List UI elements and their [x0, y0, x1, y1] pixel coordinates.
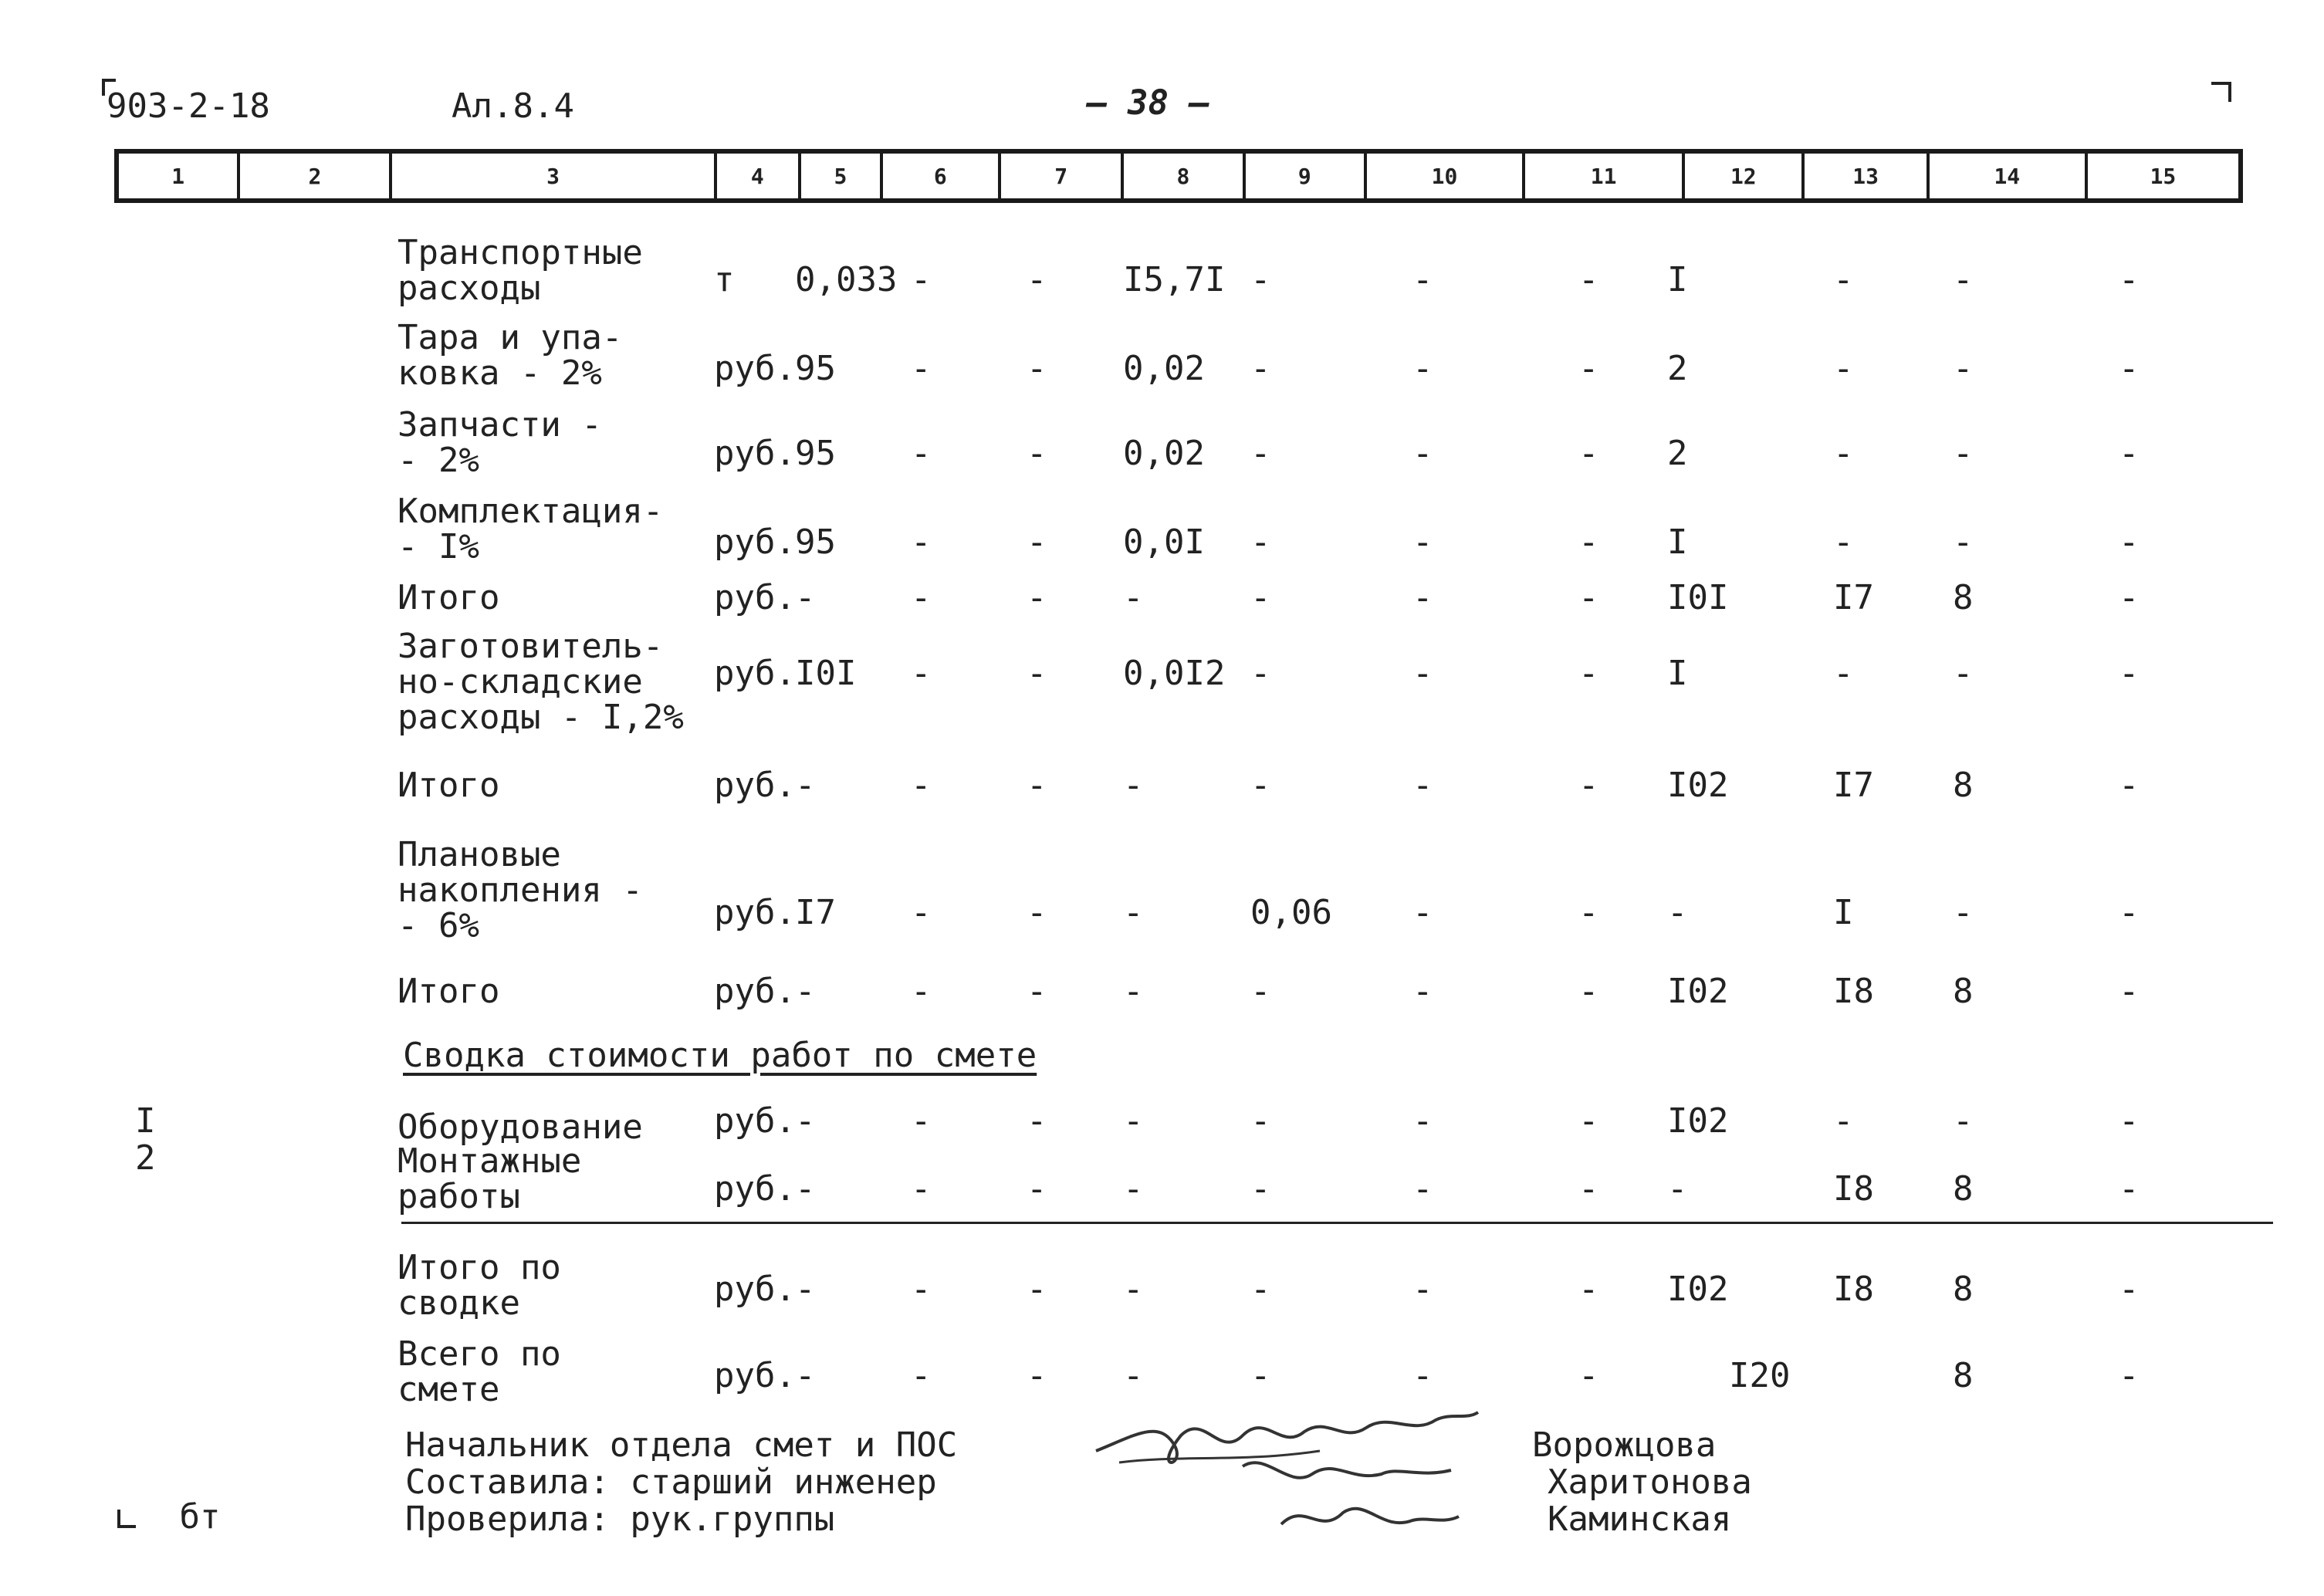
unit-cell: руб.: [714, 1356, 796, 1395]
value-cell-c13: I: [1833, 893, 1854, 932]
value-cell-c14: -: [1953, 260, 1974, 299]
unit-cell: руб.: [714, 1270, 796, 1309]
value-cell-c10: -: [1412, 434, 1433, 473]
value-cell-c10: -: [1412, 1169, 1433, 1209]
value-cell-c14: -: [1953, 434, 1974, 473]
value-cell-c15: -: [2119, 1270, 2140, 1309]
value-cell-c14: -: [1953, 893, 1974, 932]
value-cell-c11: -: [1578, 522, 1599, 562]
value-cell-c9: -: [1250, 766, 1271, 805]
value-cell-c5: I7: [795, 893, 836, 932]
value-cell-c5: -: [795, 1169, 816, 1209]
value-cell-c6: -: [911, 1169, 932, 1209]
unit-cell: руб.: [714, 654, 796, 693]
handwritten-signatures: [1088, 1389, 1490, 1544]
value-cell-c6: -: [911, 766, 932, 805]
value-cell-c11: -: [1578, 349, 1599, 388]
signature-line-3: Проверила: рук.группы: [405, 1500, 835, 1539]
value-cell-c14: 8: [1953, 1356, 1974, 1395]
value-cell-c12: I: [1667, 654, 1688, 693]
col-num: 15: [2150, 163, 2177, 189]
summary-divider: [401, 1222, 2273, 1224]
col-num: 7: [1001, 154, 1124, 198]
value-cell-c5: -: [795, 766, 816, 805]
value-cell-c12: -: [1667, 1169, 1688, 1209]
summary-row-label: Всего по смете: [397, 1334, 561, 1409]
value-cell-c11: -: [1578, 893, 1599, 932]
value-cell-c9: -: [1250, 260, 1271, 299]
value-cell-c6: -: [911, 1101, 932, 1141]
unit-cell: руб.: [714, 1101, 796, 1141]
value-cell-c5: -: [795, 972, 816, 1011]
value-cell-c13: -: [1833, 349, 1854, 388]
value-cell-c15: -: [2119, 893, 2140, 932]
value-cell-c8: 0,02: [1123, 434, 1205, 473]
value-cell-c15: -: [2119, 1356, 2140, 1395]
value-cell-c8: 0,0I2: [1123, 654, 1226, 693]
value-cell-c10: -: [1412, 972, 1433, 1011]
value-cell-c6: -: [911, 654, 932, 693]
value-cell-c11: -: [1578, 1270, 1599, 1309]
value-cell-c5: 95: [795, 349, 836, 388]
value-cell-c10: -: [1412, 654, 1433, 693]
col-num: 12: [1685, 154, 1805, 198]
value-cell-c14: -: [1953, 1101, 1974, 1141]
value-cell-c12: I0I: [1667, 578, 1729, 617]
value-cell-c6: -: [911, 522, 932, 562]
unit-cell: т: [714, 260, 735, 299]
signer-name-3: Каминская: [1548, 1500, 1732, 1539]
value-cell-c15: -: [2119, 349, 2140, 388]
col-num: 10: [1367, 154, 1525, 198]
value-cell-c10: -: [1412, 893, 1433, 932]
value-cell-c9: -: [1250, 522, 1271, 562]
value-cell-c15: -: [2119, 522, 2140, 562]
row-label: Комплектация- - I%: [397, 492, 664, 566]
value-cell-c7: -: [1027, 522, 1047, 562]
value-cell-c13: -: [1833, 260, 1854, 299]
value-cell-c11: -: [1578, 1356, 1599, 1395]
value-cell-c15: -: [2119, 578, 2140, 617]
unit-cell: руб.: [714, 766, 796, 805]
value-cell-c9: -: [1250, 578, 1271, 617]
value-cell-c9: 0,06: [1250, 893, 1332, 932]
value-cell-c8: 0,0I: [1123, 522, 1205, 562]
value-cell-c14: 8: [1953, 972, 1974, 1011]
value-cell-c7: -: [1027, 1101, 1047, 1141]
value-cell-c12: I02: [1667, 972, 1729, 1011]
value-cell-c8: -: [1123, 1169, 1144, 1209]
row-label: Итого: [397, 578, 500, 617]
doc-code: 903-2-18: [107, 86, 270, 126]
summary-row-label: Монтажные работы: [397, 1141, 582, 1216]
value-cell-c11: -: [1578, 578, 1599, 617]
value-cell-c14: 8: [1953, 578, 1974, 617]
value-cell-c8: 0,02: [1123, 349, 1205, 388]
value-cell-c6: -: [911, 1270, 932, 1309]
unit-cell: руб.: [714, 522, 796, 562]
value-cell-c13: I7: [1833, 578, 1874, 617]
value-cell-c11: -: [1578, 654, 1599, 693]
col-num: 11: [1525, 154, 1685, 198]
col-num: 13: [1805, 154, 1929, 198]
value-cell-c7: -: [1027, 766, 1047, 805]
value-cell-c15: -: [2119, 766, 2140, 805]
row-label: Транспортные расходы: [397, 233, 643, 308]
row-label: Плановые накопления - - 6%: [397, 835, 643, 945]
value-cell-c7: -: [1027, 578, 1047, 617]
value-cell-c13: I8: [1833, 1270, 1874, 1309]
unit-cell: руб.: [714, 434, 796, 473]
value-cell-c7: -: [1027, 260, 1047, 299]
doc-code-corner: [102, 79, 116, 96]
unit-cell: руб.: [714, 349, 796, 388]
unit-cell: руб.: [714, 1169, 796, 1209]
footer-mark: бт: [117, 1497, 220, 1537]
value-cell-c7: -: [1027, 1169, 1047, 1209]
value-cell-c9: -: [1250, 349, 1271, 388]
value-cell-c10: -: [1412, 1270, 1433, 1309]
value-cell-c5: 95: [795, 522, 836, 562]
value-cell-c6: -: [911, 260, 932, 299]
col-num: 9: [1246, 154, 1367, 198]
value-cell-c8: -: [1123, 1356, 1144, 1395]
value-cell-c5: 95: [795, 434, 836, 473]
value-cell-c12: I02: [1667, 1101, 1729, 1141]
value-cell-c9: -: [1250, 1356, 1271, 1395]
value-cell-c5: -: [795, 1356, 816, 1395]
col-num: 1: [119, 154, 240, 198]
value-cell-c9: -: [1250, 1169, 1271, 1209]
row-label: Заготовитель- но-складские расходы - I,2%: [397, 627, 684, 737]
value-cell-c5: -: [795, 578, 816, 617]
value-cell-c8: -: [1123, 1101, 1144, 1141]
value-cell-c7: -: [1027, 349, 1047, 388]
value-cell-c8: -: [1123, 893, 1144, 932]
value-cell-c13: I8: [1833, 1169, 1874, 1209]
value-cell-c9: -: [1250, 1101, 1271, 1141]
value-cell-c6: -: [911, 893, 932, 932]
value-cell-c13: -: [1833, 522, 1854, 562]
footer-corner: [117, 1510, 136, 1528]
value-cell-c12: I: [1667, 522, 1688, 562]
row-label: Запчасти - - 2%: [397, 405, 602, 480]
value-cell-c15: -: [2119, 1101, 2140, 1141]
value-cell-c13: -: [1833, 434, 1854, 473]
value-cell-c13: I7: [1833, 766, 1874, 805]
row-label: Тара и упа- ковка - 2%: [397, 318, 623, 393]
item-number: 2: [135, 1138, 156, 1178]
col-num: 4: [717, 154, 802, 198]
value-cell-c7: -: [1027, 893, 1047, 932]
row-label: Итого: [397, 766, 500, 805]
value-cell-c13: -: [1833, 1101, 1854, 1141]
value-cell-c9: -: [1250, 654, 1271, 693]
value-cell-c14: 8: [1953, 1270, 1974, 1309]
row-label: Итого: [397, 972, 500, 1011]
value-cell-c10: -: [1412, 260, 1433, 299]
value-cell-c11: -: [1578, 434, 1599, 473]
value-cell-c6: -: [911, 578, 932, 617]
value-cell-c12: 2: [1667, 434, 1688, 473]
value-cell-c7: -: [1027, 1270, 1047, 1309]
item-number: I: [135, 1101, 156, 1141]
col-num: 2: [240, 154, 392, 198]
summary-row-label: Оборудование: [397, 1107, 643, 1147]
corner-mark: [2211, 82, 2231, 102]
column-number-row: [114, 149, 2243, 203]
value-cell-c15: -: [2119, 1169, 2140, 1209]
value-cell-c6: -: [911, 1356, 932, 1395]
value-cell-c7: -: [1027, 434, 1047, 473]
col-num: 14: [1930, 154, 2088, 198]
value-cell-c11: -: [1578, 766, 1599, 805]
value-cell-c11: -: [1578, 1101, 1599, 1141]
summary-row-label: Итого по сводке: [397, 1248, 561, 1323]
value-cell-c15: -: [2119, 260, 2140, 299]
value-cell-c7: -: [1027, 1356, 1047, 1395]
value-cell-c14: -: [1953, 522, 1974, 562]
value-cell-c8: -: [1123, 972, 1144, 1011]
col-num: 3: [392, 154, 716, 198]
album-label: Ал.8.4: [452, 86, 574, 126]
value-cell-c5: 0,033: [795, 260, 898, 299]
page-number: — 38 —: [1087, 83, 1209, 123]
value-cell-c12: I: [1667, 260, 1688, 299]
value-cell-c15: -: [2119, 434, 2140, 473]
value-cell-c11: -: [1578, 260, 1599, 299]
value-cell-c6: -: [911, 434, 932, 473]
value-cell-c7: -: [1027, 654, 1047, 693]
value-cell-c10: -: [1412, 1101, 1433, 1141]
signature-line-1: Начальник отдела смет и ПОС: [405, 1425, 958, 1465]
value-cell-c11: -: [1578, 1169, 1599, 1209]
value-cell-c9: -: [1250, 434, 1271, 473]
value-cell-c14: 8: [1953, 766, 1974, 805]
value-cell-c10: -: [1412, 349, 1433, 388]
col-num: 8: [1124, 154, 1245, 198]
summary-title: Сводка стоимости работ по смете: [403, 1036, 1037, 1075]
value-cell-c8: -: [1123, 1270, 1144, 1309]
signer-name-1: Ворожцова: [1532, 1425, 1717, 1465]
signer-name-2: Харитонова: [1548, 1462, 1752, 1502]
value-cell-c13: I8: [1833, 972, 1874, 1011]
value-cell-c12: I02: [1667, 766, 1729, 805]
value-cell-c12: I20: [1729, 1356, 1791, 1395]
value-cell-c10: -: [1412, 766, 1433, 805]
value-cell-c15: -: [2119, 654, 2140, 693]
value-cell-c10: -: [1412, 522, 1433, 562]
col-num: 5: [801, 154, 883, 198]
value-cell-c12: I02: [1667, 1270, 1729, 1309]
value-cell-c11: -: [1578, 972, 1599, 1011]
value-cell-c5: -: [795, 1270, 816, 1309]
value-cell-c6: -: [911, 349, 932, 388]
unit-cell: руб.: [714, 972, 796, 1011]
value-cell-c12: 2: [1667, 349, 1688, 388]
unit-cell: руб.: [714, 893, 796, 932]
value-cell-c14: 8: [1953, 1169, 1974, 1209]
value-cell-c8: -: [1123, 578, 1144, 617]
value-cell-c14: -: [1953, 349, 1974, 388]
value-cell-c7: -: [1027, 972, 1047, 1011]
unit-cell: руб.: [714, 578, 796, 617]
value-cell-c8: -: [1123, 766, 1144, 805]
value-cell-c12: -: [1667, 893, 1688, 932]
value-cell-c6: -: [911, 972, 932, 1011]
value-cell-c5: -: [795, 1101, 816, 1141]
value-cell-c13: -: [1833, 654, 1854, 693]
col-num: 6: [883, 154, 1001, 198]
value-cell-c10: -: [1412, 578, 1433, 617]
value-cell-c9: -: [1250, 1270, 1271, 1309]
value-cell-c14: -: [1953, 654, 1974, 693]
value-cell-c9: -: [1250, 972, 1271, 1011]
value-cell-c10: -: [1412, 1356, 1433, 1395]
signature-line-2: Составила: старший инженер: [405, 1462, 937, 1502]
value-cell-c15: -: [2119, 972, 2140, 1011]
value-cell-c5: I0I: [795, 654, 857, 693]
value-cell-c8: I5,7I: [1123, 260, 1226, 299]
